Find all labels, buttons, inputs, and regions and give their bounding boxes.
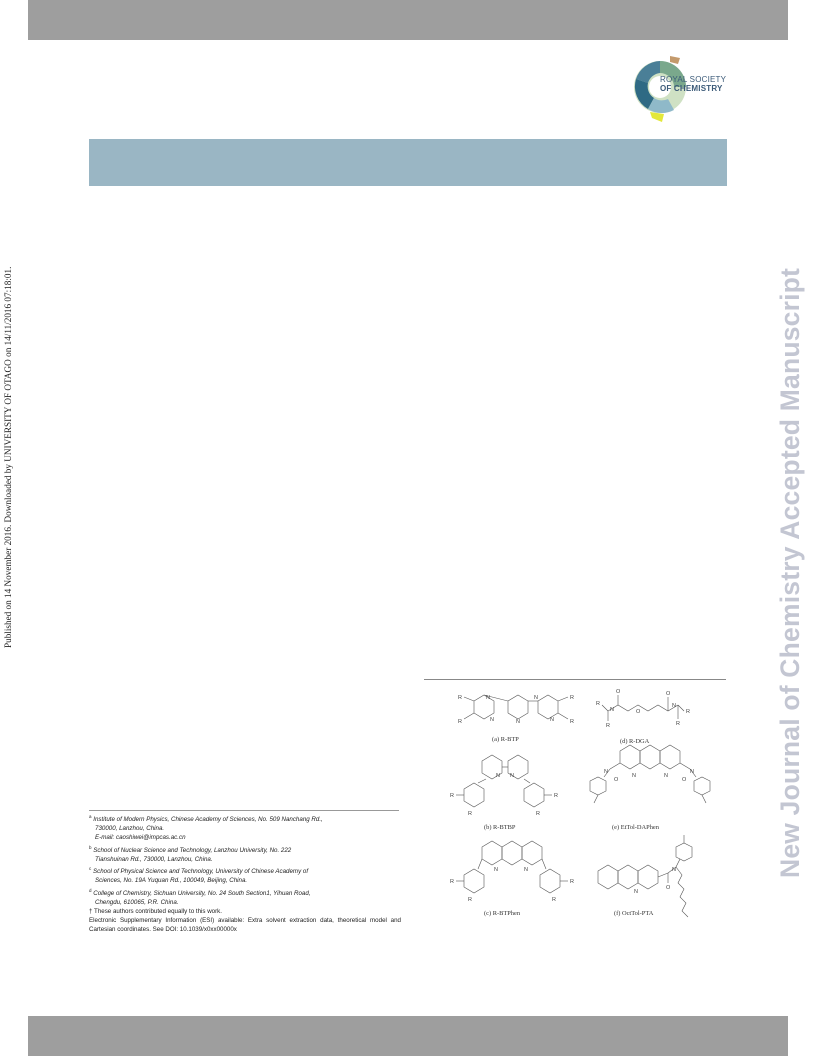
svg-text:N: N bbox=[550, 717, 554, 723]
structure-r-btp bbox=[458, 695, 574, 743]
caption-ettol-daphen: (e) EtTol-DAPhen bbox=[612, 824, 659, 831]
structure-r-dga bbox=[596, 689, 690, 745]
logo-line-2: OF CHEMISTRY bbox=[660, 84, 723, 93]
svg-text:R: R bbox=[554, 793, 558, 799]
svg-text:N: N bbox=[690, 769, 694, 775]
footnote-text: School of Physical Science and Technology, University of Chinese Academy of bbox=[92, 868, 309, 876]
footnote-text: Institute of Modern Physics, Chinese Academy of Sciences, No. 509 Nanchang Rd., bbox=[93, 816, 323, 824]
footnote-mark: a bbox=[89, 814, 92, 819]
svg-text:N: N bbox=[672, 703, 676, 709]
svg-text:N: N bbox=[610, 707, 614, 713]
svg-text:N: N bbox=[494, 867, 498, 873]
svg-text:O: O bbox=[682, 777, 687, 783]
svg-text:N: N bbox=[524, 867, 528, 873]
footnote-email bbox=[89, 833, 401, 842]
footnote-text: School of Nuclear Science and Technology, Lanzhou University, No. 222 bbox=[93, 846, 292, 854]
footnote-b bbox=[89, 843, 401, 864]
svg-text:R: R bbox=[468, 897, 472, 903]
svg-text:O: O bbox=[666, 885, 671, 891]
svg-text:R: R bbox=[606, 723, 610, 729]
footnote-mark: c bbox=[89, 866, 92, 872]
publication-note: Published on 14 November 2016. Downloaded by UNIVERSITY OF OTAGO on 14/11/2016 07:18:01. bbox=[3, 266, 13, 648]
header-bar bbox=[28, 0, 788, 40]
svg-text:O: O bbox=[666, 691, 671, 697]
structure-r-btphen bbox=[450, 841, 574, 917]
svg-text:N: N bbox=[510, 773, 514, 779]
title-band bbox=[89, 139, 727, 186]
svg-text:O: O bbox=[636, 709, 641, 715]
svg-text:O: O bbox=[614, 777, 619, 783]
svg-text:R: R bbox=[536, 811, 540, 817]
svg-text:R: R bbox=[458, 695, 462, 701]
svg-text:N: N bbox=[490, 717, 494, 723]
footer-bar bbox=[28, 1016, 788, 1056]
footnote-cont: Chengdu, 610065, P.R. China. bbox=[95, 898, 179, 906]
svg-text:N: N bbox=[664, 773, 668, 779]
caption-r-btp: (a) R-BTP bbox=[492, 736, 519, 743]
footnote-cont: 730000, Lanzhou, China. bbox=[95, 825, 165, 833]
footnote-mark: b bbox=[89, 844, 92, 850]
footnote-text: College of Chemistry, Sichuan University, No. 24 South Section1, Yihuan Road, bbox=[93, 889, 311, 897]
svg-text:N: N bbox=[486, 695, 490, 701]
esi-note: Electronic Supplementary Information (ESI) available: Extra solvent extraction data, theoretical model and Cartesian coordinates. See DOI: 10.1039/x0xx00000x bbox=[89, 917, 401, 934]
footnote-cont: Tianshuinan Rd., 730000, Lanzhou, China. bbox=[95, 855, 213, 863]
svg-text:R: R bbox=[596, 701, 600, 707]
svg-text:N: N bbox=[672, 867, 676, 873]
caption-r-dga: (d) R-DGA bbox=[620, 738, 650, 745]
svg-text:R: R bbox=[450, 793, 454, 799]
footnote-rule bbox=[89, 810, 399, 811]
svg-text:O: O bbox=[616, 689, 621, 695]
footnote-c bbox=[89, 864, 401, 885]
footnote-cont: Sciences, No. 19A Yuquan Rd., 100049, Beijing, China. bbox=[95, 877, 248, 885]
footnote-mark: d bbox=[89, 887, 92, 893]
svg-text:R: R bbox=[552, 897, 556, 903]
svg-text:N: N bbox=[632, 773, 636, 779]
svg-text:N: N bbox=[516, 719, 520, 725]
svg-text:N: N bbox=[496, 773, 500, 779]
logo-line-1: ROYAL SOCIETY bbox=[660, 75, 727, 84]
ligand-structures-figure bbox=[424, 683, 726, 923]
svg-text:R: R bbox=[570, 719, 574, 725]
svg-text:R: R bbox=[468, 811, 472, 817]
svg-text:R: R bbox=[676, 721, 680, 727]
footnotes bbox=[89, 812, 401, 935]
structure-ettol-daphen bbox=[590, 745, 710, 831]
structure-octtol-pta bbox=[598, 835, 692, 917]
svg-text:N: N bbox=[634, 889, 638, 895]
footnote-d bbox=[89, 886, 401, 907]
caption-r-btphen: (c) R-BTPhen bbox=[484, 910, 521, 917]
footnote-a bbox=[89, 812, 401, 833]
caption-r-btbp: (b) R-BTBP bbox=[484, 824, 516, 831]
figure-rule bbox=[424, 679, 726, 680]
structure-r-btbp bbox=[450, 755, 558, 831]
svg-text:R: R bbox=[686, 709, 690, 715]
svg-text:N: N bbox=[604, 769, 608, 775]
svg-text:N: N bbox=[534, 695, 538, 701]
footnote-text: E-mail: caoshiwei@impcas.ac.cn bbox=[95, 834, 186, 842]
caption-octtol-pta: (f) OctTol-PTA bbox=[614, 910, 654, 917]
svg-text:R: R bbox=[450, 879, 454, 885]
accepted-manuscript-watermark: New Journal of Chemistry Accepted Manuscript bbox=[775, 267, 805, 878]
svg-text:R: R bbox=[570, 879, 574, 885]
equal-contribution-note: † These authors contributed equally to this work. bbox=[89, 908, 222, 916]
svg-text:R: R bbox=[458, 719, 462, 725]
svg-text:R: R bbox=[570, 695, 574, 701]
